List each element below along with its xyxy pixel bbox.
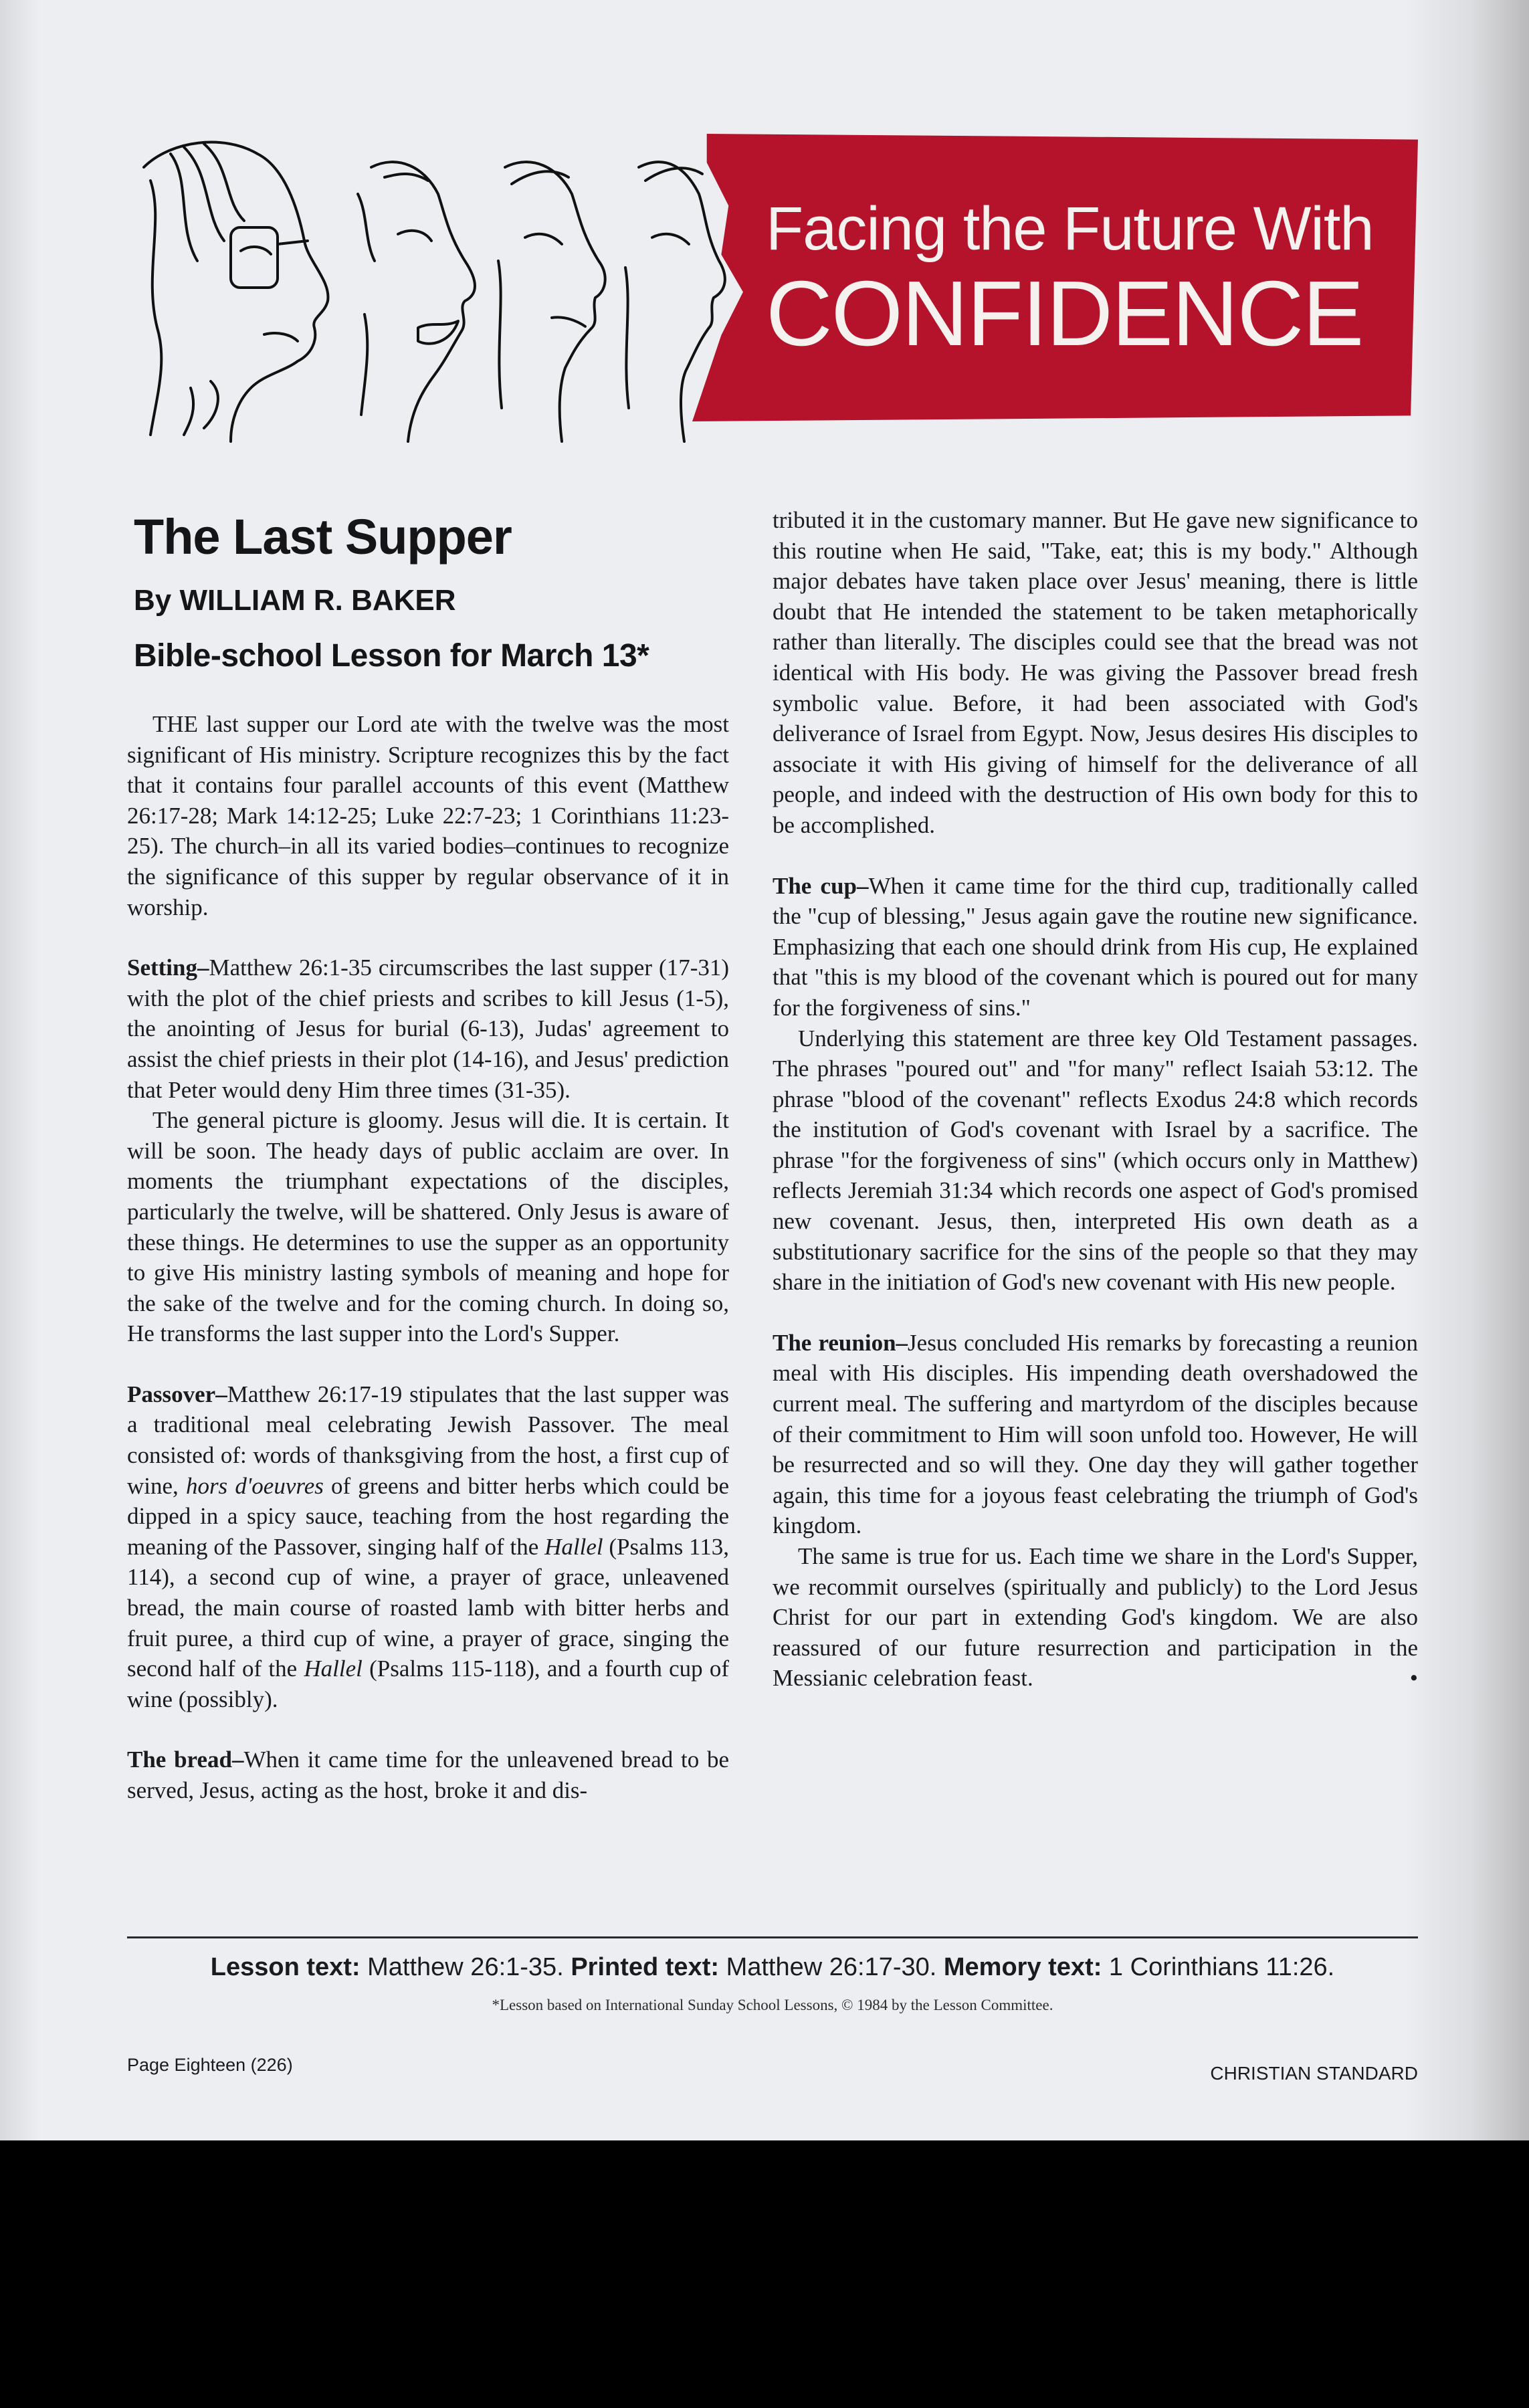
passover-italic-3: Hallel <box>304 1656 363 1682</box>
passover-italic-2: Hallel <box>544 1533 603 1560</box>
bread-paragraph <box>127 1744 729 1805</box>
intro-paragraph: THE last supper our Lord ate with the twelve was the most significant of His ministry. Scripture recognizes this by the fact that it contains four parallel accounts of this event (Matthew 26:17-28; Mark 14:12-25; Luke 22:7-23; 1 Corinthians 11:23-25). The church–in all its varied bodies–continues to recognize the significance of this supper by regular observance of it in worship. <box>127 711 729 920</box>
page-number: Page Eighteen (226) <box>127 2055 293 2075</box>
banner-title-line2: CONFIDENCE <box>766 262 1363 365</box>
lesson-text-label: Lesson text: <box>210 1953 361 1981</box>
article-title: The Last Supper <box>134 509 512 565</box>
passover-label: Passover– <box>127 1381 227 1407</box>
old-testament-paragraph: Underlying this statement are three key Old Testament passages. The phrases "poured out" and "for many" reflect Isaiah 53:12. The phrase "blood of the covenant" reflects Exodus 24:8 which records the institution of God's covenant with Israel by a sacrifice. The phrase "for the forgiveness of sins" (which occurs only in Matthew) reflects Jeremiah 31:34 which records one aspect of God's promised new covenant. Jesus, then, interpreted His own death as a substitutionary sacrifice for the sins of the people so that they may share in the initiation of God's new covenant with His new people. <box>773 1025 1418 1296</box>
setting-label: Setting– <box>127 955 209 981</box>
memory-text-label: Memory text: <box>943 1953 1102 1981</box>
passover-text-a: Matthew 26:17-19 stipulates that the last supper was a traditional meal celebrating Jewish Passover. The meal consisted of: words of thanksgiving from the host, a first cup of wine, <box>127 1381 729 1499</box>
bread-label: The bread– <box>127 1746 244 1773</box>
publication-name: CHRISTIAN STANDARD <box>1210 2063 1418 2084</box>
passover-italic-1: hors d'oeuvres <box>185 1472 324 1499</box>
reunion-label: The reunion– <box>773 1329 908 1356</box>
passover-paragraph <box>127 1379 729 1715</box>
printed-text-value: Matthew 26:17-30. <box>719 1953 944 1981</box>
memory-text-value: 1 Corinthians 11:26. <box>1102 1953 1335 1981</box>
lesson-text-value: Matthew 26:1-35. <box>360 1953 571 1981</box>
setting-paragraph <box>127 952 729 1105</box>
cup-text: When it came time for the third cup, traditionally called the "cup of blessing," Jesus again gave the routine new significance. Emphasizing that each one should drink from His cup, He explained that "this is my blood of the covenant which is poured out for many for the forgiveness of sins." <box>773 872 1418 1021</box>
closing-paragraph <box>773 1541 1418 1694</box>
article-byline: By WILLIAM R. BAKER <box>134 584 456 617</box>
gloomy-paragraph: The general picture is gloomy. Jesus will die. It is certain. It will be soon. The heady days of public acclaim are over. In moments the triumphant expectations of the disciples, particularly the twelve, will be shattered. Only Jesus is aware of these things. He determines to use the supper as an opportunity to give His ministry lasting symbols of meaning and hope for the sake of the twelve and for the coming church. In doing so, He transforms the last supper into the Lord's Supper. <box>127 1107 729 1347</box>
passover-text-c: (Psalms 113, 114), a second cup of wine, a prayer of grace, unleavened bread, the main course of roasted lamb with bitter herbs and fruit puree, a third cup of wine, a prayer of grace, singing the second half of the <box>127 1533 730 1682</box>
bread-text: When it came time for the unleavened bread to be served, Jesus, acting as the host, broke it and dis- <box>127 1746 730 1803</box>
printed-text-label: Printed text: <box>571 1953 720 1981</box>
end-mark: • <box>1409 1665 1418 1692</box>
closing-text: The same is true for us. Each time we share in the Lord's Supper, we recommit ourselves (spiritually and publicly) to the Lord Jesus Christ for our part in extending God's kingdom. We are also reassured of our future resurrection and participation in the Messianic celebration feast. <box>773 1543 1418 1692</box>
faces-illustration <box>130 127 732 448</box>
article-header <box>134 508 736 674</box>
cup-label: The cup– <box>773 872 869 899</box>
lesson-references <box>127 1953 1418 1982</box>
reunion-text: Jesus concluded His remarks by forecasting a reunion meal with His disciples. His impending death overshadowed the current meal. The suffering and martyrdom of the disciples because of their commitment to Him will soon unfold too. However, He will be resurrected and so will they. One day they will gather together again, this time for a joyous feast celebrating the triumph of God's kingdom. <box>773 1329 1418 1539</box>
passover-text-b: of greens and bitter herbs which could be dipped in a spicy sauce, teaching from the host regarding the meaning of the Passover, singing half of the <box>127 1472 729 1560</box>
bread-continued-paragraph: tributed it in the customary manner. But He gave new significance to this routine when He said, "Take, eat; this is my body." Although major debates have taken place over Jesus' meaning, there is little doubt that He intended the statement to be taken metaphorically rather than literally. The disciples could see that the bread was not identical with His body. He was giving the Passover bread fresh symbolic value. Before, it had been associated with God's deliverance of Israel from Egypt. Now, Jesus desires His disciples to associate it with His giving of himself for the deliverance of all people, and indeed with the destruction of His own body for this to be accomplished. <box>773 507 1418 838</box>
article-banner <box>130 127 1428 448</box>
banner-title-line1: Facing the Future With <box>766 195 1374 263</box>
footer-rule <box>127 1936 1418 1938</box>
cup-paragraph <box>773 871 1418 1023</box>
copyright-footnote: *Lesson based on International Sunday School Lessons, © 1984 by the Lesson Committee. <box>492 1997 1053 2013</box>
lesson-heading: Bible-school Lesson for March 13* <box>134 638 649 674</box>
right-column <box>773 505 1418 1694</box>
reunion-paragraph <box>773 1328 1418 1541</box>
setting-text: Matthew 26:1-35 circumscribes the last supper (17-31) with the plot of the chief priests and scribes to kill Jesus (1-5), the anointing of Jesus for burial (6-13), Judas' agreement to assist the chief priests in their plot (14-16), and Jesus' prediction that Peter would deny Him three times (31-35). <box>127 955 729 1103</box>
left-column <box>127 709 729 1806</box>
passover-text-d: (Psalms 115-118), and a fourth cup of wine (possibly). <box>127 1656 729 1712</box>
